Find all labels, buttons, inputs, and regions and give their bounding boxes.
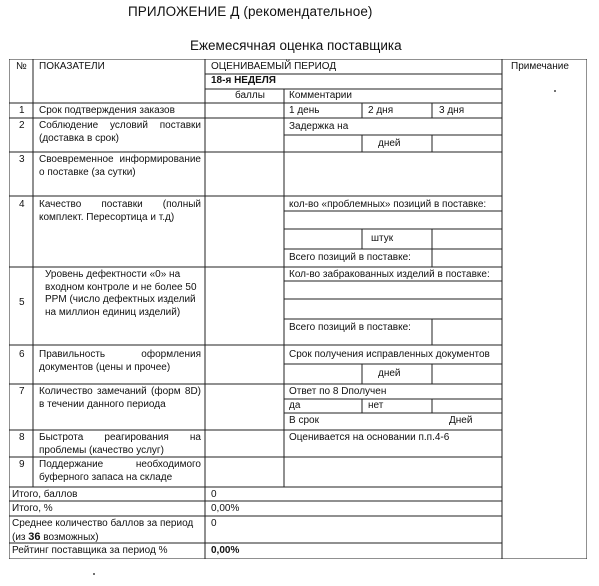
row-9-label: Поддержание необходимого буферного запаса на складе bbox=[39, 459, 201, 483]
supplier-evaluation-table bbox=[9, 59, 587, 559]
col-header-comments: Комментарии bbox=[289, 90, 352, 101]
row-6-days-label: дней bbox=[378, 368, 401, 379]
total-points-value: 0 bbox=[211, 489, 217, 500]
row-4-problem-positions-label: кол-во «проблемных» позиций в поставке: bbox=[289, 199, 487, 210]
row-8-label: Быстрота реагирования на проблемы (качество услуг) bbox=[39, 432, 201, 456]
row-4-number: 4 bbox=[19, 199, 25, 210]
row-1-option-1-day: 1 день bbox=[289, 105, 320, 116]
col-header-number: № bbox=[16, 61, 27, 72]
row-4-pieces-label: штук bbox=[371, 233, 394, 244]
row-8-note: Оценивается на основании п.п.4-6 bbox=[289, 432, 450, 443]
row-2-label: Соблюдение условий поставки (доставка в срок) bbox=[39, 120, 201, 144]
row-7-yes-label: да bbox=[289, 400, 301, 411]
document-header: ПРИЛОЖЕНИЕ Д (рекомендательное) bbox=[128, 4, 373, 19]
col-header-points: баллы bbox=[235, 90, 265, 101]
row-7-days-label: Дней bbox=[449, 415, 473, 426]
row-7-8d-answer-label: Ответ по 8 Dполучен bbox=[289, 386, 387, 397]
total-percent-value: 0,00% bbox=[211, 503, 240, 514]
row-9-number: 9 bbox=[19, 459, 25, 470]
row-5-rejected-label: Кол-во забракованных изделий в поставке: bbox=[289, 269, 490, 280]
col-header-note: Примечание bbox=[511, 61, 569, 72]
row-7-in-time-label: В срок bbox=[289, 415, 319, 426]
total-percent-label: Итого, % bbox=[12, 503, 53, 514]
row-5-total-positions-label: Всего позиций в поставке: bbox=[289, 322, 411, 333]
scan-speck bbox=[554, 90, 556, 92]
row-7-number: 7 bbox=[19, 386, 25, 397]
total-points-label: Итого, баллов bbox=[12, 489, 78, 500]
document-subtitle: Ежемесячная оценка поставщика bbox=[190, 38, 402, 53]
row-4-label: Качество поставки (полный комплект. Пересортица и т.д) bbox=[39, 199, 201, 223]
row-6-label: Правильность оформления документов (цены и прочее) bbox=[39, 349, 201, 373]
row-1-option-3-days: 3 дня bbox=[439, 105, 465, 116]
average-points-value: 0 bbox=[211, 518, 217, 529]
average-points-label: Среднее количество баллов за период (из 36 возможных) bbox=[12, 518, 194, 543]
col-header-period: ОЦЕНИВАЕМЫЙ ПЕРИОД bbox=[211, 61, 337, 72]
row-6-corrected-docs-label: Срок получения исправленных документов bbox=[289, 349, 490, 360]
row-3-label: Своевременное информирование о поставке (за сутки) bbox=[39, 154, 201, 178]
row-2-delay-label: Задержка на bbox=[289, 121, 349, 132]
row-2-number: 2 bbox=[19, 120, 25, 131]
supplier-rating-value: 0,00% bbox=[211, 545, 240, 556]
row-8-number: 8 bbox=[19, 432, 25, 443]
row-1-label: Срок подтверждения заказов bbox=[39, 105, 175, 116]
scan-speck bbox=[93, 573, 95, 575]
supplier-rating-label: Рейтинг поставщика за период % bbox=[12, 545, 168, 556]
row-3-number: 3 bbox=[19, 154, 25, 165]
row-6-number: 6 bbox=[19, 349, 25, 360]
row-4-total-positions-label: Всего позиций в поставке: bbox=[289, 252, 411, 263]
col-header-indicators: ПОКАЗАТЕЛИ bbox=[39, 61, 105, 72]
row-7-no-label: нет bbox=[368, 400, 384, 411]
row-5-number: 5 bbox=[19, 297, 25, 308]
col-header-week: 18-я НЕДЕЛЯ bbox=[211, 75, 276, 86]
row-1-number: 1 bbox=[19, 105, 25, 116]
row-1-option-2-days: 2 дня bbox=[368, 105, 394, 116]
row-7-label: Количество замечаний (форм 8D) в течении данного периода bbox=[39, 386, 201, 410]
row-2-days-label: дней bbox=[378, 138, 401, 149]
row-5-label: Уровень дефектности «0» на входном контроле и не более 50 PPM (число дефектных изделий на миллион единиц изделий) bbox=[45, 269, 197, 318]
